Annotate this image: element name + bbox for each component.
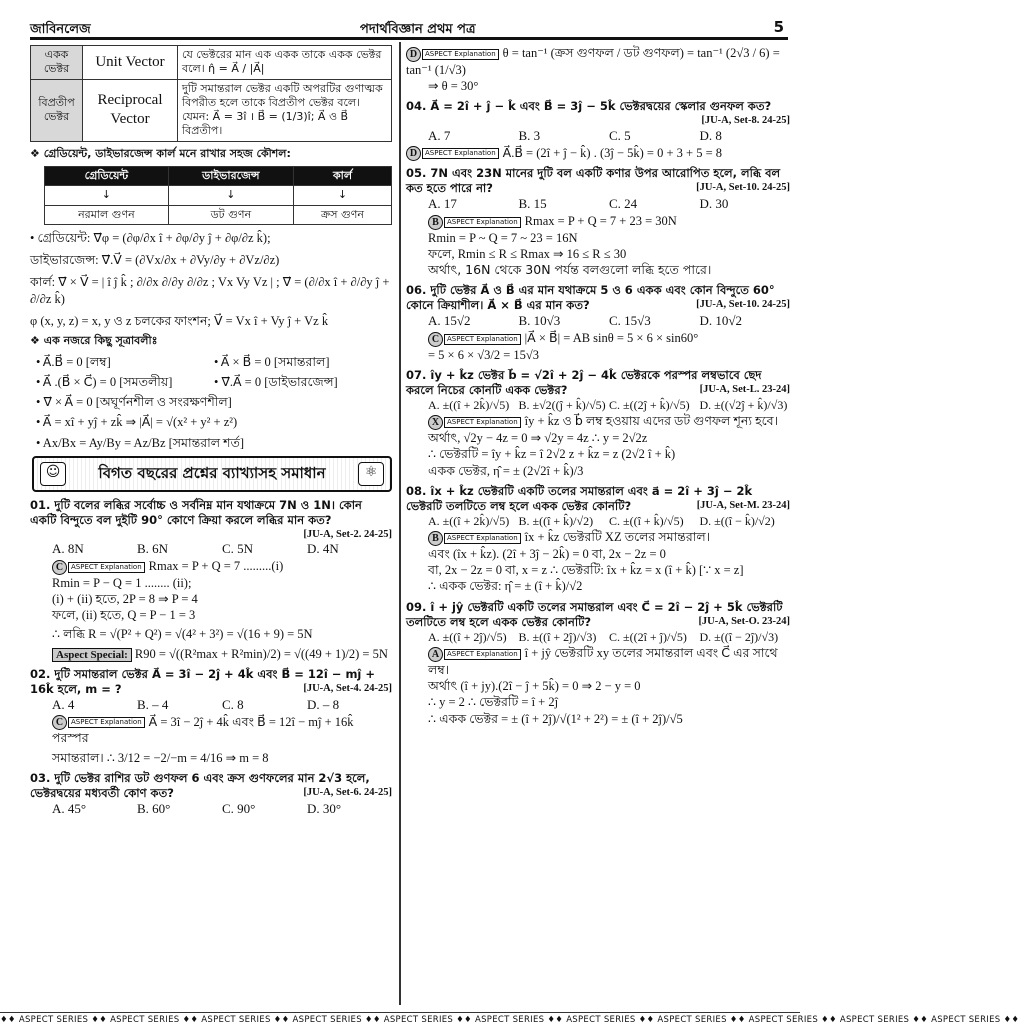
explanation-line: ফলে, (ii) হতে, Q = P − 1 = 3 [52,608,196,623]
question-number: 08. [406,483,427,498]
gradient-formula: • গ্রেডিয়েন্ট: ∇⃗φ = (∂φ/∂x î + ∂φ/∂y ĵ + ∂φ/∂z k̂); [30,230,271,245]
explanation-line: ∴ লব্ধি R = √(P² + Q²) = √(4² + 3²) = √(16 + 9) = 5N [52,626,313,641]
answer-badge [52,715,145,730]
option: D. – 8 [307,696,340,712]
question-source: [JU-A, Set-4. 24-25] [303,683,392,695]
option: C. 15√3 [609,313,651,329]
banner-title: বিগত বছরের প্রশ্নের ব্যাখ্যাসহ সমাধান [98,464,326,483]
tip-header: গ্রেডিয়েন্ট [45,167,169,186]
option: C. 8 [222,696,244,712]
option: D. ±((î − 2ĵ)/√3) [699,629,779,644]
tip-table [44,166,392,225]
question-05 [406,166,790,278]
answer-letter: C [52,560,67,575]
row-bn: বিপ্রতীপ ভেক্টর [31,79,83,141]
row-bn: একক ভেক্টর [31,46,83,80]
question-body: î + jŷ ভেক্টরটি একটি তলের সমান্তরাল এবং C⃗ = 2î − 2ĵ + 5k̂ ভেক্টরটি তলটিতে লম্ব হলে একক ভেক্টর কোনটি? [406,599,783,629]
option: A. ±((î + 2ĵ)/√5) [428,629,507,644]
option: B. 10√3 [518,313,561,329]
explanation-line: ⇒ θ = 30° [428,78,479,93]
answer-letter: X [428,415,443,430]
aspect-special-label: Aspect Special: [52,648,132,662]
answer-letter: D [406,47,421,62]
explanation-tag: ASPECT Explanation [444,417,521,428]
tip-value: নরমাল গুণন [45,205,169,224]
question-01 [30,498,392,662]
question-source: [JU-A, Set-M. 23-24] [696,499,790,511]
formula-heading-text: এক নজরে কিছু সূত্রাবলীঃ [43,334,158,348]
option: A. ±((î + 2k̂)/√5) [428,513,510,528]
phi-definition: φ (x, y, z) = x, y ও z চলকের ফাংশন; V⃗ = Vx î + Vy ĵ + Vz k̂ [30,313,329,328]
answer-badge [428,531,521,546]
explanation-line: Rmin = P ~ Q = 7 ~ 23 = 16N [428,230,578,245]
pcm-icon: ⚛ [358,462,384,486]
option: C. ±((2ĵ + k̂)/√5) [609,397,690,412]
question-number: 05. [406,166,427,181]
explanation-tag: ASPECT Explanation [444,533,521,544]
tip-value: ডট গুণন [168,205,293,224]
option: D. 8 [699,127,722,143]
explanation-line: ∴ একক ভেক্টর = ± (î + 2ĵ)/√(1² + 2²) = ± (î + 2ĵ)/√5 [428,711,683,726]
tip-heading-text: গ্রেডিয়েন্ট, ডাইভারজেন্স কার্ল মনে রাখার সহজ কৌশল: [43,146,291,160]
question-08 [406,484,790,595]
answer-badge [428,215,521,230]
question-source: [JU-A, Set-O. 23-24] [698,615,790,627]
question-body: îx + k̂z ভেক্টরটি একটি তলের সমান্তরাল এবং a⃗ = 2î + 3ĵ − 2k̂ ভেক্টরটি তলটিতে লম্ব হলে একক ভেক্টর কোনটি? [406,483,753,513]
question-body: A⃗ = 2î + ĵ − k̂ এবং B⃗ = 3ĵ − 5k̂ ভেক্টরদ্বয়ের স্কেলার গুনফল কত? [430,99,772,114]
explanation-line: Rmin = P − Q = 1 ........ (ii); [52,575,192,590]
formula-item: • A⃗ .(B⃗ × C⃗) = 0 [সমতলীয়] [36,374,173,389]
formula-item: • ∇⃗.A⃗ = 0 [ডাইভারজেন্স] [214,374,338,389]
option: A. 15√2 [428,313,471,329]
arrow: ↓ [293,186,391,205]
left-column [30,45,392,823]
question-body: দুটি বলের লব্ধির সর্বোচ্চ ও সর্বনিম্ন মান যথাক্রমে 7N ও 1N। কোন একটি বিন্দুতে বল দুইটি 90° কোণে ক্রিয়া করলে লব্ধির মান কত? [30,497,362,527]
curl-formula: কার্ল: ∇⃗ × V⃗ = | î ĵ k̂ ; ∂/∂x ∂/∂y ∂/∂z ; Vx Vy Vz | ; ∇⃗ = (∂/∂x î + ∂/∂y ĵ + ∂/∂z k̂) [30,275,390,306]
answer-letter: C [428,332,443,347]
arrow: ↓ [45,186,169,205]
question-body: দুটি ভেক্টর A⃗ ও B⃗ এর মান যথাক্রমে 5 ও 6 একক এবং কোন বিন্দুতে 60° কোনে ক্রিয়াশীল। A⃗ × B⃗ এর মান কত? [406,283,775,313]
question-03-explanation [406,45,790,94]
answer-badge [428,415,521,430]
formula-heading: ❖ এক নজরে কিছু সূত্রাবলীঃ [30,334,158,348]
explanation-tag: ASPECT Explanation [444,649,521,660]
option: B. ±((î + 2ĵ)/√3) [518,629,597,644]
question-number: 03. [30,770,51,785]
option: D. ±((√2ĵ + k̂)/√3) [699,397,788,412]
option: C. 24 [609,196,638,212]
option: A. 4 [52,696,75,712]
formula-item: • A⃗ = xî + yĵ + zk̂ ⇒ |A⃗| = √(x² + y² + z²) [36,415,238,430]
formula-item: • A⃗ × B⃗ = 0 [সমান্তরাল] [214,354,330,369]
question-06 [406,283,790,363]
option: D. 30 [699,196,729,212]
vector-type-table [30,45,392,142]
option: B. 60° [137,800,171,816]
formula-item: • ∇⃗ × A⃗ = 0 [অঘূর্ণনশীল ও সংরক্ষণশীল] [36,395,232,410]
explanation-line: A⃗ = 3î − 2ĵ + 4k̂ এবং B⃗ = 12î − mĵ + 16k̂ পরস্পর [52,714,354,746]
explanation-tag: ASPECT Explanation [444,334,521,345]
explanation-tag: ASPECT Explanation [68,717,145,728]
formulas [30,230,392,329]
explanation-line: îy + k̂z ও b⃗ লম্ব হওয়ায় এদের ডট গুণফল শূন্য হবে। [524,414,779,429]
option: B. 6N [137,541,169,557]
question-number: 02. [30,667,51,682]
explanation-line: ∴ y = 2 ∴ ভেক্টরটি = î + 2ĵ [428,695,559,710]
answer-badge [406,47,499,62]
explanation-tag: ASPECT Explanation [68,562,145,573]
answer-letter: B [428,215,443,230]
explanation-line: θ = tan⁻¹ (ক্রস গুণফল / ডট গুণফল) = tan⁻¹ (2√3 / 6) = tan⁻¹ (1/√3) [406,46,780,77]
tip-heading: ❖ গ্রেডিয়েন্ট, ডাইভারজেন্স কার্ল মনে রাখার সহজ কৌশল: [30,146,291,160]
explanation-line: অর্থাৎ, √2y − 4z = 0 ⇒ √2y = 4z ∴ y = 2√2z [428,431,648,446]
question-number: 07. [406,368,427,382]
option: C. 5 [609,127,631,143]
option: B. ±√2((ĵ + k̂)/√5) [518,397,606,412]
row-desc: যে ভেক্টরের মান এক একক তাকে একক ভেক্টর বলে। η̂ = A⃗ / |A⃗| [178,46,392,80]
question-02 [30,667,392,766]
subject-title: পদার্থবিজ্ঞান প্রথম পত্র [360,22,476,37]
footer-strip: ♦♦ ASPECT SERIES ♦♦ ASPECT SERIES ♦♦ ASPECT SERIES ♦♦ ASPECT SERIES ♦♦ ASPECT SERIES ♦♦ ASPECT SERIES ♦♦ ASPECT SERIES ♦♦ ASPECT SERIES ♦♦ ASPECT SERIES ♦♦ ASPECT SERIES ♦♦ ASPECT SERIES ♦♦ [0,1012,800,1026]
question-number: 01. [30,497,51,512]
section-banner [32,456,392,492]
option: C. ±((2î + ĵ)/√5) [609,629,687,644]
answer-badge [428,332,521,347]
option: B. ±((î + k̂)/√2) [518,513,594,528]
row-desc: দুটি সমান্তরাল ভেক্টর একটি অপরটির গুণাত্মক বিপরীত হলে তাকে বিপ্রতীপ ভেক্টর বলে। যেমন: A⃗ = 3î । B⃗ = (1/3)î; A⃗ ও B⃗ বিপ্রতীপ। [178,79,392,141]
option: B. – 4 [137,696,169,712]
question-04 [406,99,790,161]
explanation-line: Rmax = P + Q = 7 .........(i) [148,559,284,574]
tip-value: ক্রস গুণন [293,205,391,224]
option: D. 30° [307,800,342,816]
question-source: [JU-A, Set-L. 23-24] [699,383,790,395]
question-body: 7N এবং 23N মানের দুটি বল একটি কণার উপর আরোপিত হলে, লব্ধি বল কত হতে পারে না? [406,166,781,196]
explanation-line: îx + k̂z ভেক্টরটি XZ তলের সমান্তরাল। [524,530,711,545]
explanation-line: অর্থাৎ, 16N থেকে 30N পর্যন্ত বলগুলো লব্ধি হতে পারে। [428,262,712,278]
explanation-line: ফলে, Rmin ≤ R ≤ Rmax ⇒ 16 ≤ R ≤ 30 [428,246,627,261]
explanation-line: একক ভেক্টর, η̂ = ± (2√2î + k̂)/3 [428,463,584,478]
question-07 [406,368,790,479]
question-number: 06. [406,283,427,298]
explanation-line: সমান্তরাল। ∴ 3/12 = −2/−m = 4/16 ⇒ m = 8 [52,750,269,765]
question-body: দুটি সমান্তরাল ভেক্টর A⃗ = 3î − 2ĵ + 4k̂ এবং B⃗ = 12î − mĵ + 16k̂ হলে, m = ? [30,667,376,697]
option: A. 7 [428,127,451,143]
explanation-line: A⃗.B⃗ = (2î + ĵ − k̂) . (3ĵ − 5k̂) = 0 + 3 + 5 = 8 [502,145,722,160]
tip-header: ডাইভারজেন্স [168,167,293,186]
question-number: 09. [406,599,427,614]
option: C. 5N [222,541,254,557]
column-divider [399,42,401,1005]
option: A. 45° [52,800,87,816]
explanation-line: এবং (îx + k̂z). (2î + 3ĵ − 2k̂) = 0 বা, 2x − 2z = 0 [428,546,666,561]
option: A. 17 [428,196,457,212]
explanation-tag: ASPECT Explanation [444,217,521,228]
question-body: îy + k̂z ভেক্টর b⃗ = √2î + 2ĵ − 4k̂ ভেক্টরকে পরস্পর লম্বভাবে ছেদ করলে নিচের কোনটি একক ভেক্টর? [406,368,762,397]
option: B. 3 [518,127,541,143]
page-number: 5 [773,18,784,36]
explanation-tag: ASPECT Explanation [422,148,499,159]
question-body: দুটি ভেক্টর রাশির ডট গুণফল 6 এবং ক্রস গুণফলের মান 2√3 হলে, ভেক্টরদ্বয়ের মধ্যবর্তী কোণ কত? [30,770,370,800]
question-text [30,498,392,542]
page-header [30,18,788,40]
question-source: [JU-A, Set-6. 24-25] [303,786,392,798]
aspect-special-formula: R90 = √((R²max + R²min)/2) = √((49 + 1)/2) = 5N [134,646,388,661]
answer-badge [406,146,499,161]
question-09 [406,600,790,727]
divergence-formula: ডাইভারজেন্স: ∇⃗.V⃗ = (∂Vx/∂x + ∂Vy/∂y + ∂Vz/∂z) [30,253,280,268]
formula-item: • A⃗.B⃗ = 0 [লম্ব] [36,354,111,369]
book-title: জাবিনলেজ [30,22,91,37]
explanation-line: (i) + (ii) হতে, 2P = 8 ⇒ P = 4 [52,592,198,607]
explanation-line: |A⃗ × B⃗| = AB sinθ = 5 × 6 × sin60° [524,331,699,346]
arrow: ↓ [168,186,293,205]
explanation-line: = 5 × 6 × √3/2 = 15√3 [428,347,540,362]
answer-badge [428,647,521,662]
answer-letter: B [428,531,443,546]
explanation-line: ∴ একক ভেক্টর: η̂ = ± (î + k̂)/√2 [428,579,583,594]
question-source: [JU-A, Set-10. 24-25] [696,299,790,311]
question-source: [JU-A, Set-2. 24-25] [303,528,392,540]
explanation-line: বা, 2x − 2z = 0 বা, x = z ∴ ভেক্টরটি: îx + k̂z = x (î + k̂) [∵ x = z] [428,563,744,578]
explanation-line: ∴ ভেক্টরটি = îy + k̂z = î 2√2 z + k̂z = z (2√2 î + k̂) [428,447,676,462]
row-en: Reciprocal Vector [83,79,178,141]
explanation-line: î + jŷ ভেক্টরটি xy তলের সমান্তরাল এবং C⃗ এর সাথে লম্ব। [428,646,778,677]
option: B. 15 [518,196,547,212]
explanation-tag: ASPECT Explanation [422,49,499,60]
student-icon: ☺ [40,462,66,486]
option: D. 4N [307,541,339,557]
option: A. 8N [52,541,84,557]
formula-item: • Ax/Bx = Ay/By = Az/Bz [সমান্তরাল শর্ত] [36,435,245,450]
row-en: Unit Vector [83,46,178,80]
question-03 [30,771,392,818]
explanation-line: Rmax = P + Q = 7 + 23 = 30N [524,213,677,228]
right-column [406,45,790,732]
answer-letter: D [406,146,421,161]
option: D. ±((î − k̂)/√2) [699,513,775,528]
answer-letter: C [52,715,67,730]
formula-list [30,354,392,451]
question-source: [JU-A, Set-10. 24-25] [696,182,790,194]
tip-header: কার্ল [293,167,391,186]
question-source: [JU-A, Set-8. 24-25] [701,115,790,127]
answer-letter: A [428,647,443,662]
option: C. 90° [222,800,256,816]
option: C. ±((î + k̂)/√5) [609,513,684,528]
option: A. ±((î + 2k̂)/√5) [428,397,510,412]
explanation-line: অর্থাৎ (î + jy).(2î − ĵ + 5k̂) = 0 ⇒ 2 − y = 0 [428,679,641,694]
question-number: 04. [406,99,427,114]
answer-badge [52,560,145,575]
option: D. 10√2 [699,313,743,329]
